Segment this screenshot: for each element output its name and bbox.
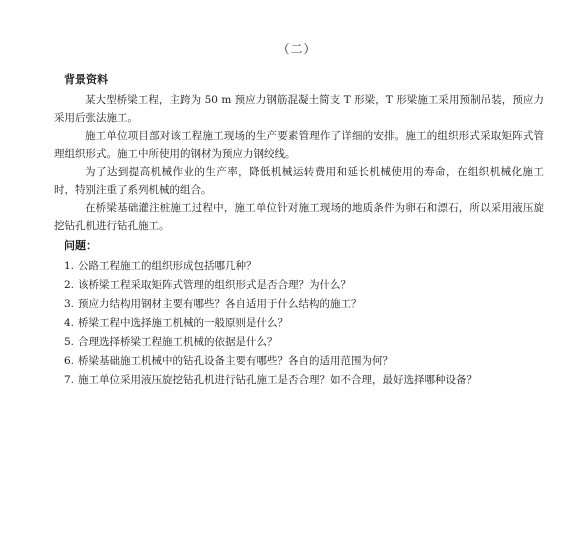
question-item bbox=[64, 371, 544, 390]
question-item bbox=[64, 314, 544, 333]
paragraph-1: 某大型桥梁工程，主跨为 50 m 预应力钢筋混凝土简支 T 形梁，T 形梁施工采用预制吊装，预应力采用后张法施工。 bbox=[54, 94, 544, 124]
question-item bbox=[64, 295, 544, 314]
paragraph-4: 在桥梁基础灌注桩施工过程中，施工单位针对施工现场的地质条件为卵石和漂石，所以采用液压旋挖钻孔机进行钻孔施工。 bbox=[54, 202, 544, 232]
question-text: 桥梁工程中选择施工机械的一般原则是什么？ bbox=[78, 317, 288, 329]
question-number: 4. bbox=[64, 317, 75, 329]
question-text: 合理选择桥梁工程施工机械的依据是什么？ bbox=[78, 336, 278, 348]
question-number: 1. bbox=[64, 260, 75, 272]
question-text: 施工单位采用液压旋挖钻孔机进行钻孔施工是否合理？如不合理，最好选择哪种设备？ bbox=[78, 374, 477, 386]
paragraph-3: 为了达到提高机械作业的生产率，降低机械运转费用和延长机械使用的寿命，在组织机械化施工时，特别注重了系列机械的组合。 bbox=[54, 166, 544, 196]
background-body bbox=[54, 91, 544, 235]
question-item bbox=[64, 352, 544, 371]
background-heading: 背景资料 bbox=[64, 73, 108, 86]
question-text: 公路工程施工的组织形成包括哪几种？ bbox=[78, 260, 257, 272]
question-item bbox=[64, 333, 544, 352]
question-text: 该桥梁工程采取矩阵式管理的组织形式是否合理？为什么？ bbox=[78, 279, 351, 291]
question-number: 5. bbox=[64, 336, 75, 348]
question-text: 桥梁基础施工机械中的钻孔设备主要有哪些？各自的适用范围为何？ bbox=[78, 355, 393, 367]
paragraph-2: 施工单位项目部对该工程施工现场的生产要素管理作了详细的安排。施工的组织形式采取矩阵式管理组织形式。施工中所使用的钢材为预应力钢绞线。 bbox=[54, 130, 544, 160]
questions-list bbox=[64, 257, 544, 390]
question-number: 6. bbox=[64, 355, 75, 367]
questions-heading: 问题： bbox=[64, 239, 97, 252]
question-text: 预应力结构用钢材主要有哪些？各自适用于什么结构的施工？ bbox=[78, 298, 362, 310]
question-number: 2. bbox=[64, 279, 75, 291]
section-title: （二） bbox=[277, 42, 317, 56]
question-item bbox=[64, 276, 544, 295]
question-number: 7. bbox=[64, 374, 75, 386]
question-number: 3. bbox=[64, 298, 75, 310]
question-item bbox=[64, 257, 544, 276]
